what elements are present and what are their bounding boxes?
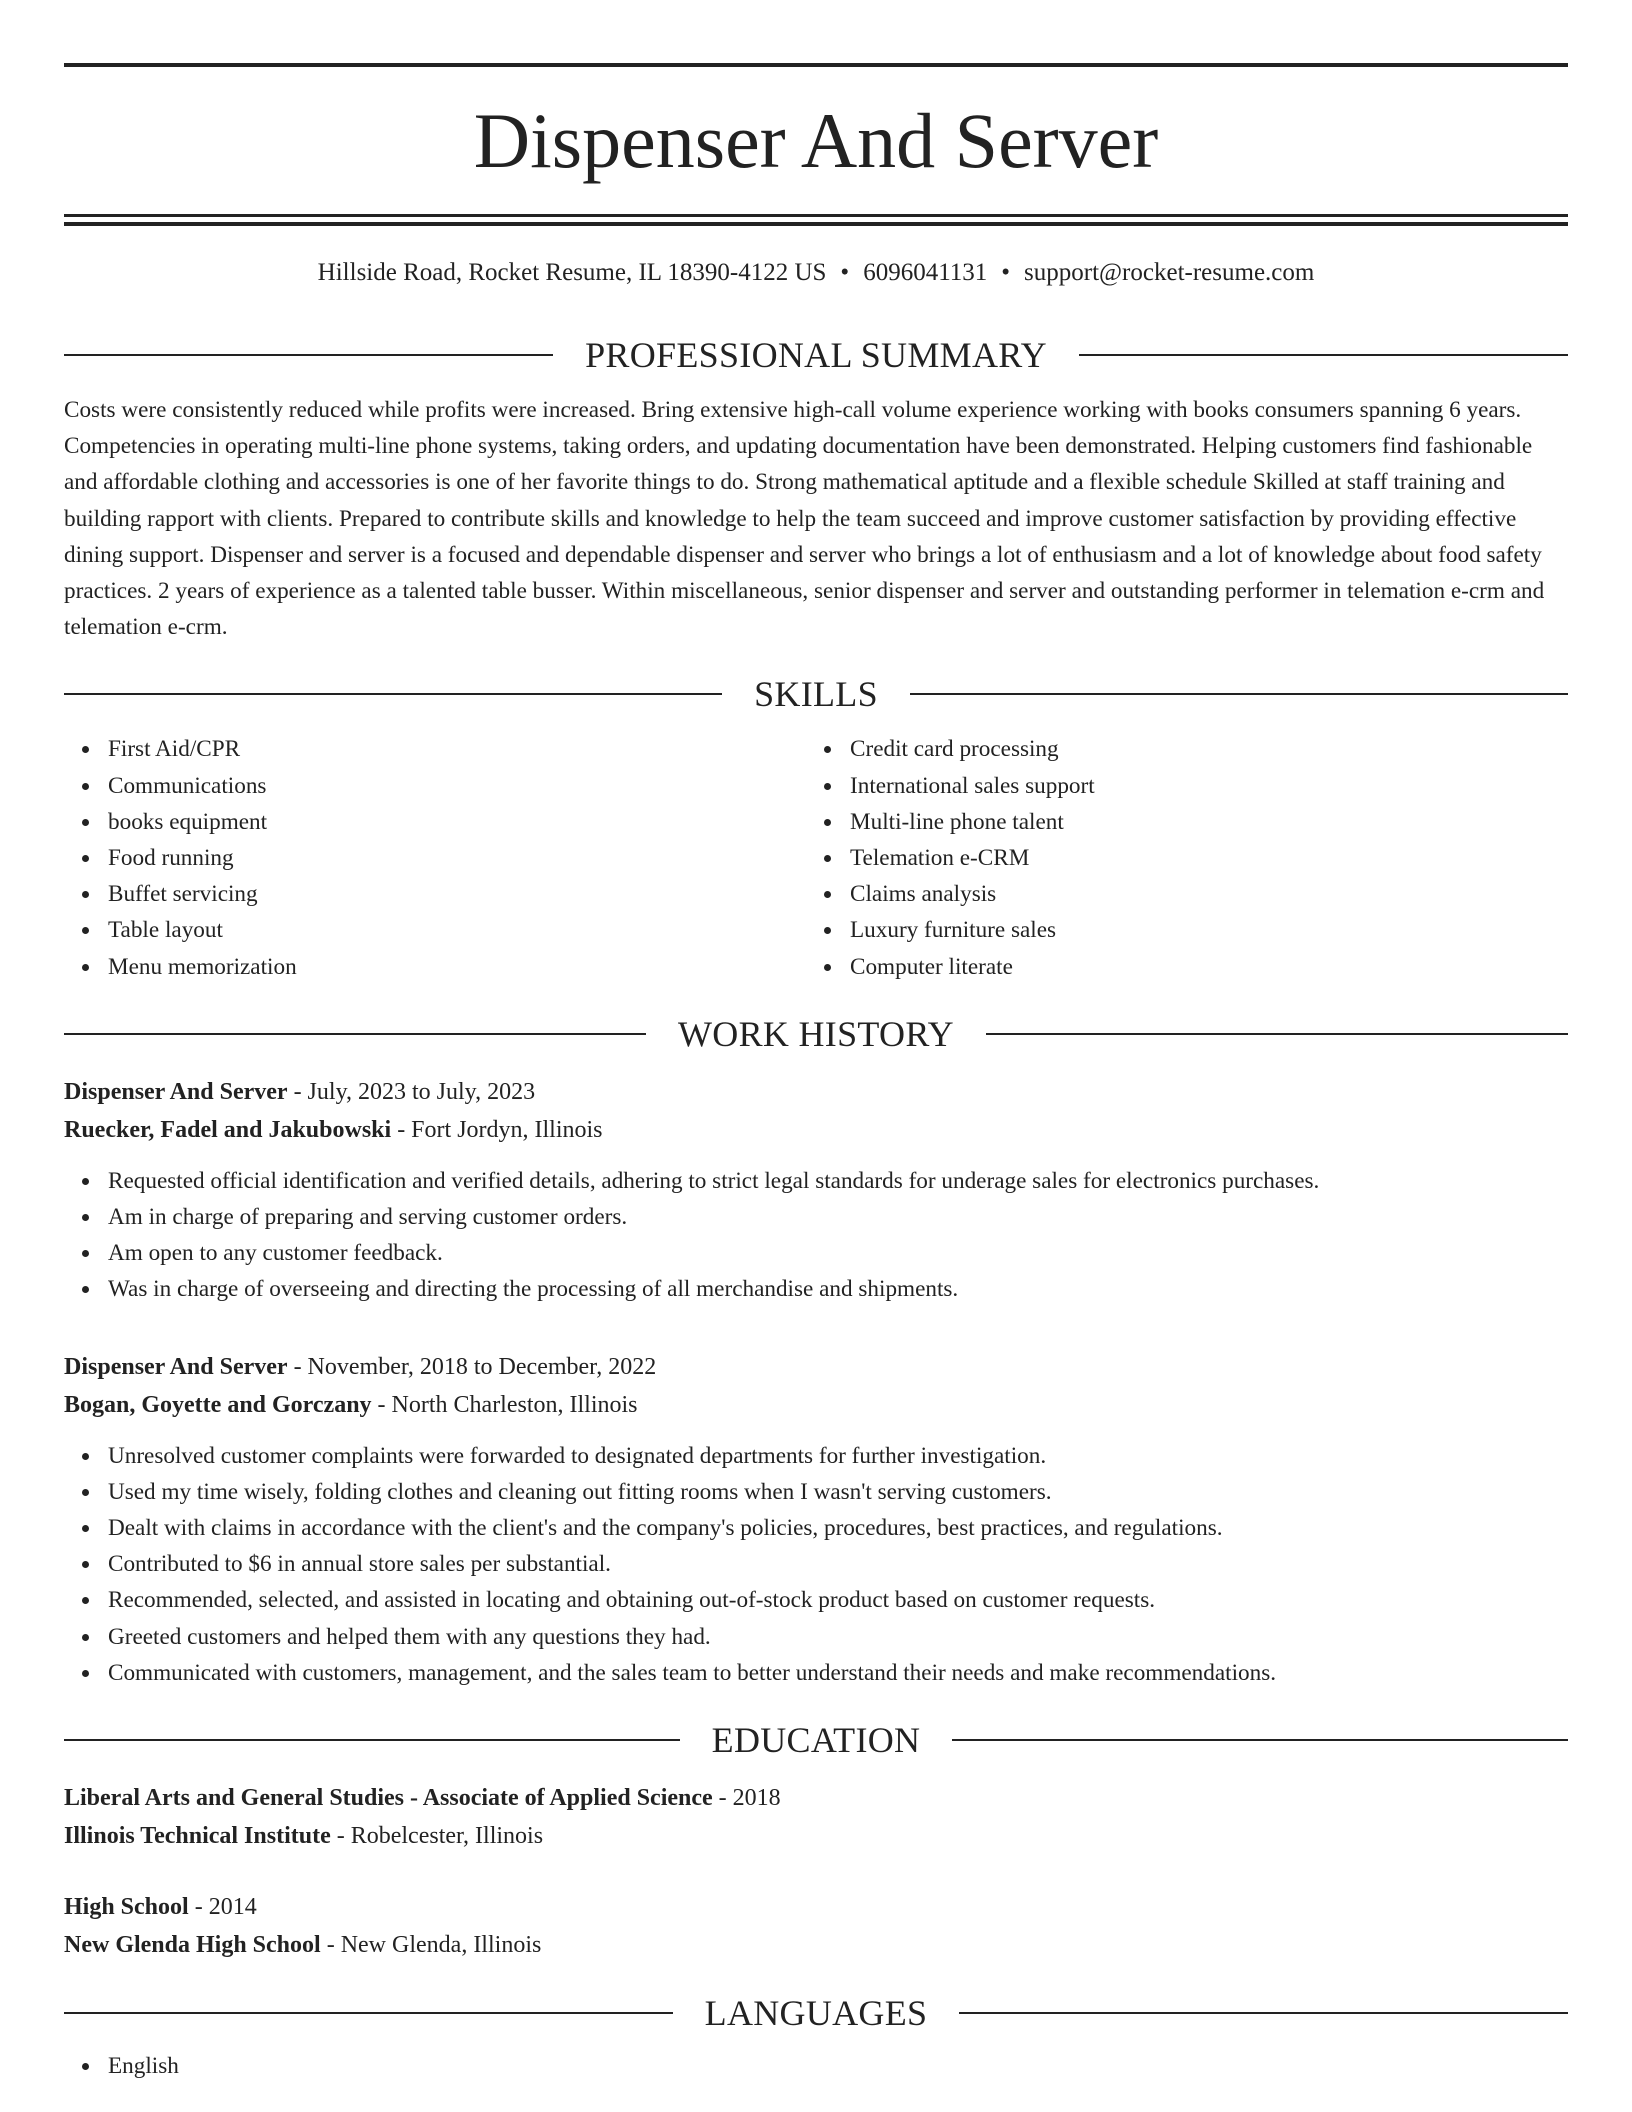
- header-rule: [64, 354, 553, 356]
- job-title-line: [64, 1073, 1568, 1111]
- contact-separator: •: [840, 259, 850, 286]
- header-rule: [986, 1033, 1568, 1035]
- header-rule: [910, 693, 1568, 695]
- job-location: - Fort Jordyn, Illinois: [391, 1116, 603, 1143]
- section-header-work: [64, 1009, 1568, 1059]
- header-rule: [64, 1033, 646, 1035]
- skill-item: Telemation e-CRM: [850, 840, 1548, 876]
- section-title-education: EDUCATION: [711, 1720, 921, 1761]
- contact-line: [64, 256, 1568, 290]
- education-degree-line: [64, 1888, 1568, 1926]
- job-employer: Bogan, Goyette and Gorczany: [64, 1391, 372, 1418]
- education-year: - 2018: [712, 1785, 781, 1812]
- skill-item: books equipment: [108, 804, 806, 840]
- skill-item: Buffet servicing: [108, 876, 806, 912]
- job-bullet: Contributed to $6 in annual store sales per substantial.: [108, 1546, 1568, 1582]
- job-title-line: [64, 1348, 1568, 1386]
- header-rule: [64, 693, 722, 695]
- job-bullet: Am open to any customer feedback.: [108, 1235, 1568, 1271]
- skill-item: Food running: [108, 840, 806, 876]
- skill-item: Claims analysis: [850, 876, 1548, 912]
- contact-address: Hillside Road, Rocket Resume, IL 18390-4122 US: [317, 259, 827, 286]
- job-bullet: Communicated with customers, management, and the sales team to better understand their needs and make recommendations.: [108, 1655, 1568, 1691]
- education-school-line: [64, 1926, 1568, 1964]
- section-header-skills: [64, 669, 1568, 719]
- job-bullets: [64, 1163, 1568, 1308]
- job-title: Dispenser And Server: [64, 1353, 288, 1380]
- education-school-line: [64, 1817, 1568, 1855]
- job-title: Dispenser And Server: [64, 1078, 288, 1105]
- header-rule: [64, 2012, 673, 2014]
- skills-list: [64, 731, 1568, 984]
- job-bullet: Was in charge of overseeing and directing the processing of all merchandise and shipments.: [108, 1271, 1568, 1307]
- skills-column-left: [64, 731, 806, 984]
- skills-column-right: [806, 731, 1548, 984]
- job-bullet: Recommended, selected, and assisted in locating and obtaining out-of-stock product based on customer requests.: [108, 1582, 1568, 1618]
- job-bullet: Am in charge of preparing and serving customer orders.: [108, 1199, 1568, 1235]
- section-title-skills: SKILLS: [754, 674, 878, 715]
- languages-list: [64, 2048, 1568, 2084]
- top-rule: [64, 63, 1568, 67]
- section-title-languages: LANGUAGES: [704, 1993, 928, 2034]
- job-bullet: Dealt with claims in accordance with the client's and the company's policies, procedures, best practices, and regulations.: [108, 1510, 1568, 1546]
- education-entry: [64, 1888, 1568, 1964]
- job-entry: [64, 1073, 1568, 1308]
- skill-item: Credit card processing: [850, 731, 1548, 767]
- language-item: English: [108, 2048, 1568, 2084]
- skill-item: Menu memorization: [108, 949, 806, 985]
- education-degree: High School: [64, 1894, 189, 1921]
- contact-email: support@rocket-resume.com: [1024, 259, 1315, 286]
- header-rule: [952, 1739, 1568, 1741]
- job-bullets: [64, 1438, 1568, 1691]
- skill-item: Communications: [108, 768, 806, 804]
- job-bullet: Unresolved customer complaints were forwarded to designated departments for further investigation.: [108, 1438, 1568, 1474]
- skill-item: Multi-line phone talent: [850, 804, 1548, 840]
- contact-phone: 6096041131: [863, 259, 988, 286]
- education-school: New Glenda High School: [64, 1932, 321, 1959]
- education-entry: [64, 1779, 1568, 1855]
- education-year: - 2014: [188, 1894, 257, 1921]
- header-rule: [1079, 354, 1568, 356]
- job-entry: [64, 1348, 1568, 1691]
- education-degree: Liberal Arts and General Studies - Associate of Applied Science: [64, 1785, 713, 1812]
- job-bullet: Used my time wisely, folding clothes and cleaning out fitting rooms when I wasn't serving customers.: [108, 1474, 1568, 1510]
- section-header-languages: [64, 1988, 1568, 2038]
- header-rule: [959, 2012, 1568, 2014]
- education-school: Illinois Technical Institute: [64, 1823, 331, 1850]
- job-location: - North Charleston, Illinois: [371, 1391, 638, 1418]
- section-header-summary: [64, 330, 1568, 380]
- contact-separator: •: [1001, 259, 1011, 286]
- job-employer-line: [64, 1111, 1568, 1149]
- resume-page: [64, 0, 1568, 2084]
- job-employer: Ruecker, Fadel and Jakubowski: [64, 1116, 392, 1143]
- education-location: - Robelcester, Illinois: [330, 1823, 544, 1850]
- section-header-education: [64, 1715, 1568, 1765]
- skill-item: Computer literate: [850, 949, 1548, 985]
- skill-item: Table layout: [108, 912, 806, 948]
- education-location: - New Glenda, Illinois: [320, 1932, 542, 1959]
- education-degree-line: [64, 1779, 1568, 1817]
- skill-item: Luxury furniture sales: [850, 912, 1548, 948]
- skill-item: International sales support: [850, 768, 1548, 804]
- job-bullet: Requested official identification and verified details, adhering to strict legal standards for underage sales for electronics purchases.: [108, 1163, 1568, 1199]
- job-dates: - November, 2018 to December, 2022: [287, 1353, 657, 1380]
- job-dates: - July, 2023 to July, 2023: [287, 1078, 536, 1105]
- job-bullet: Greeted customers and helped them with any questions they had.: [108, 1619, 1568, 1655]
- section-title-summary: PROFESSIONAL SUMMARY: [585, 335, 1047, 375]
- resume-name: Dispenser And Server: [473, 97, 1159, 184]
- header-rule: [64, 1739, 680, 1741]
- double-rule: [64, 214, 1568, 226]
- skill-item: First Aid/CPR: [108, 731, 806, 767]
- summary-text: Costs were consistently reduced while profits were increased. Bring extensive high-call volume experience working with books consumers spanning 6 years. Competencies in operating multi-line phone systems, taking orders, and updating documentation have been demonstrated. Helping customers find fashionable and affordable clothing and accessories is one of her favorite things to do. Strong mathematical aptitude and a flexible schedule Skilled at staff training and building rapport with clients. Prepared to contribute skills and knowledge to help the team succeed and improve customer satisfaction by providing effective dining support. Dispenser and server is a focused and dependable dispenser and server who brings a lot of enthusiasm and a lot of knowledge about food safety practices. 2 years of experience as a talented table busser. Within miscellaneous, senior dispenser and server and outstanding performer in telemation e-crm and telemation e-crm.: [64, 397, 1545, 641]
- section-title-work: WORK HISTORY: [678, 1013, 954, 1054]
- job-employer-line: [64, 1386, 1568, 1424]
